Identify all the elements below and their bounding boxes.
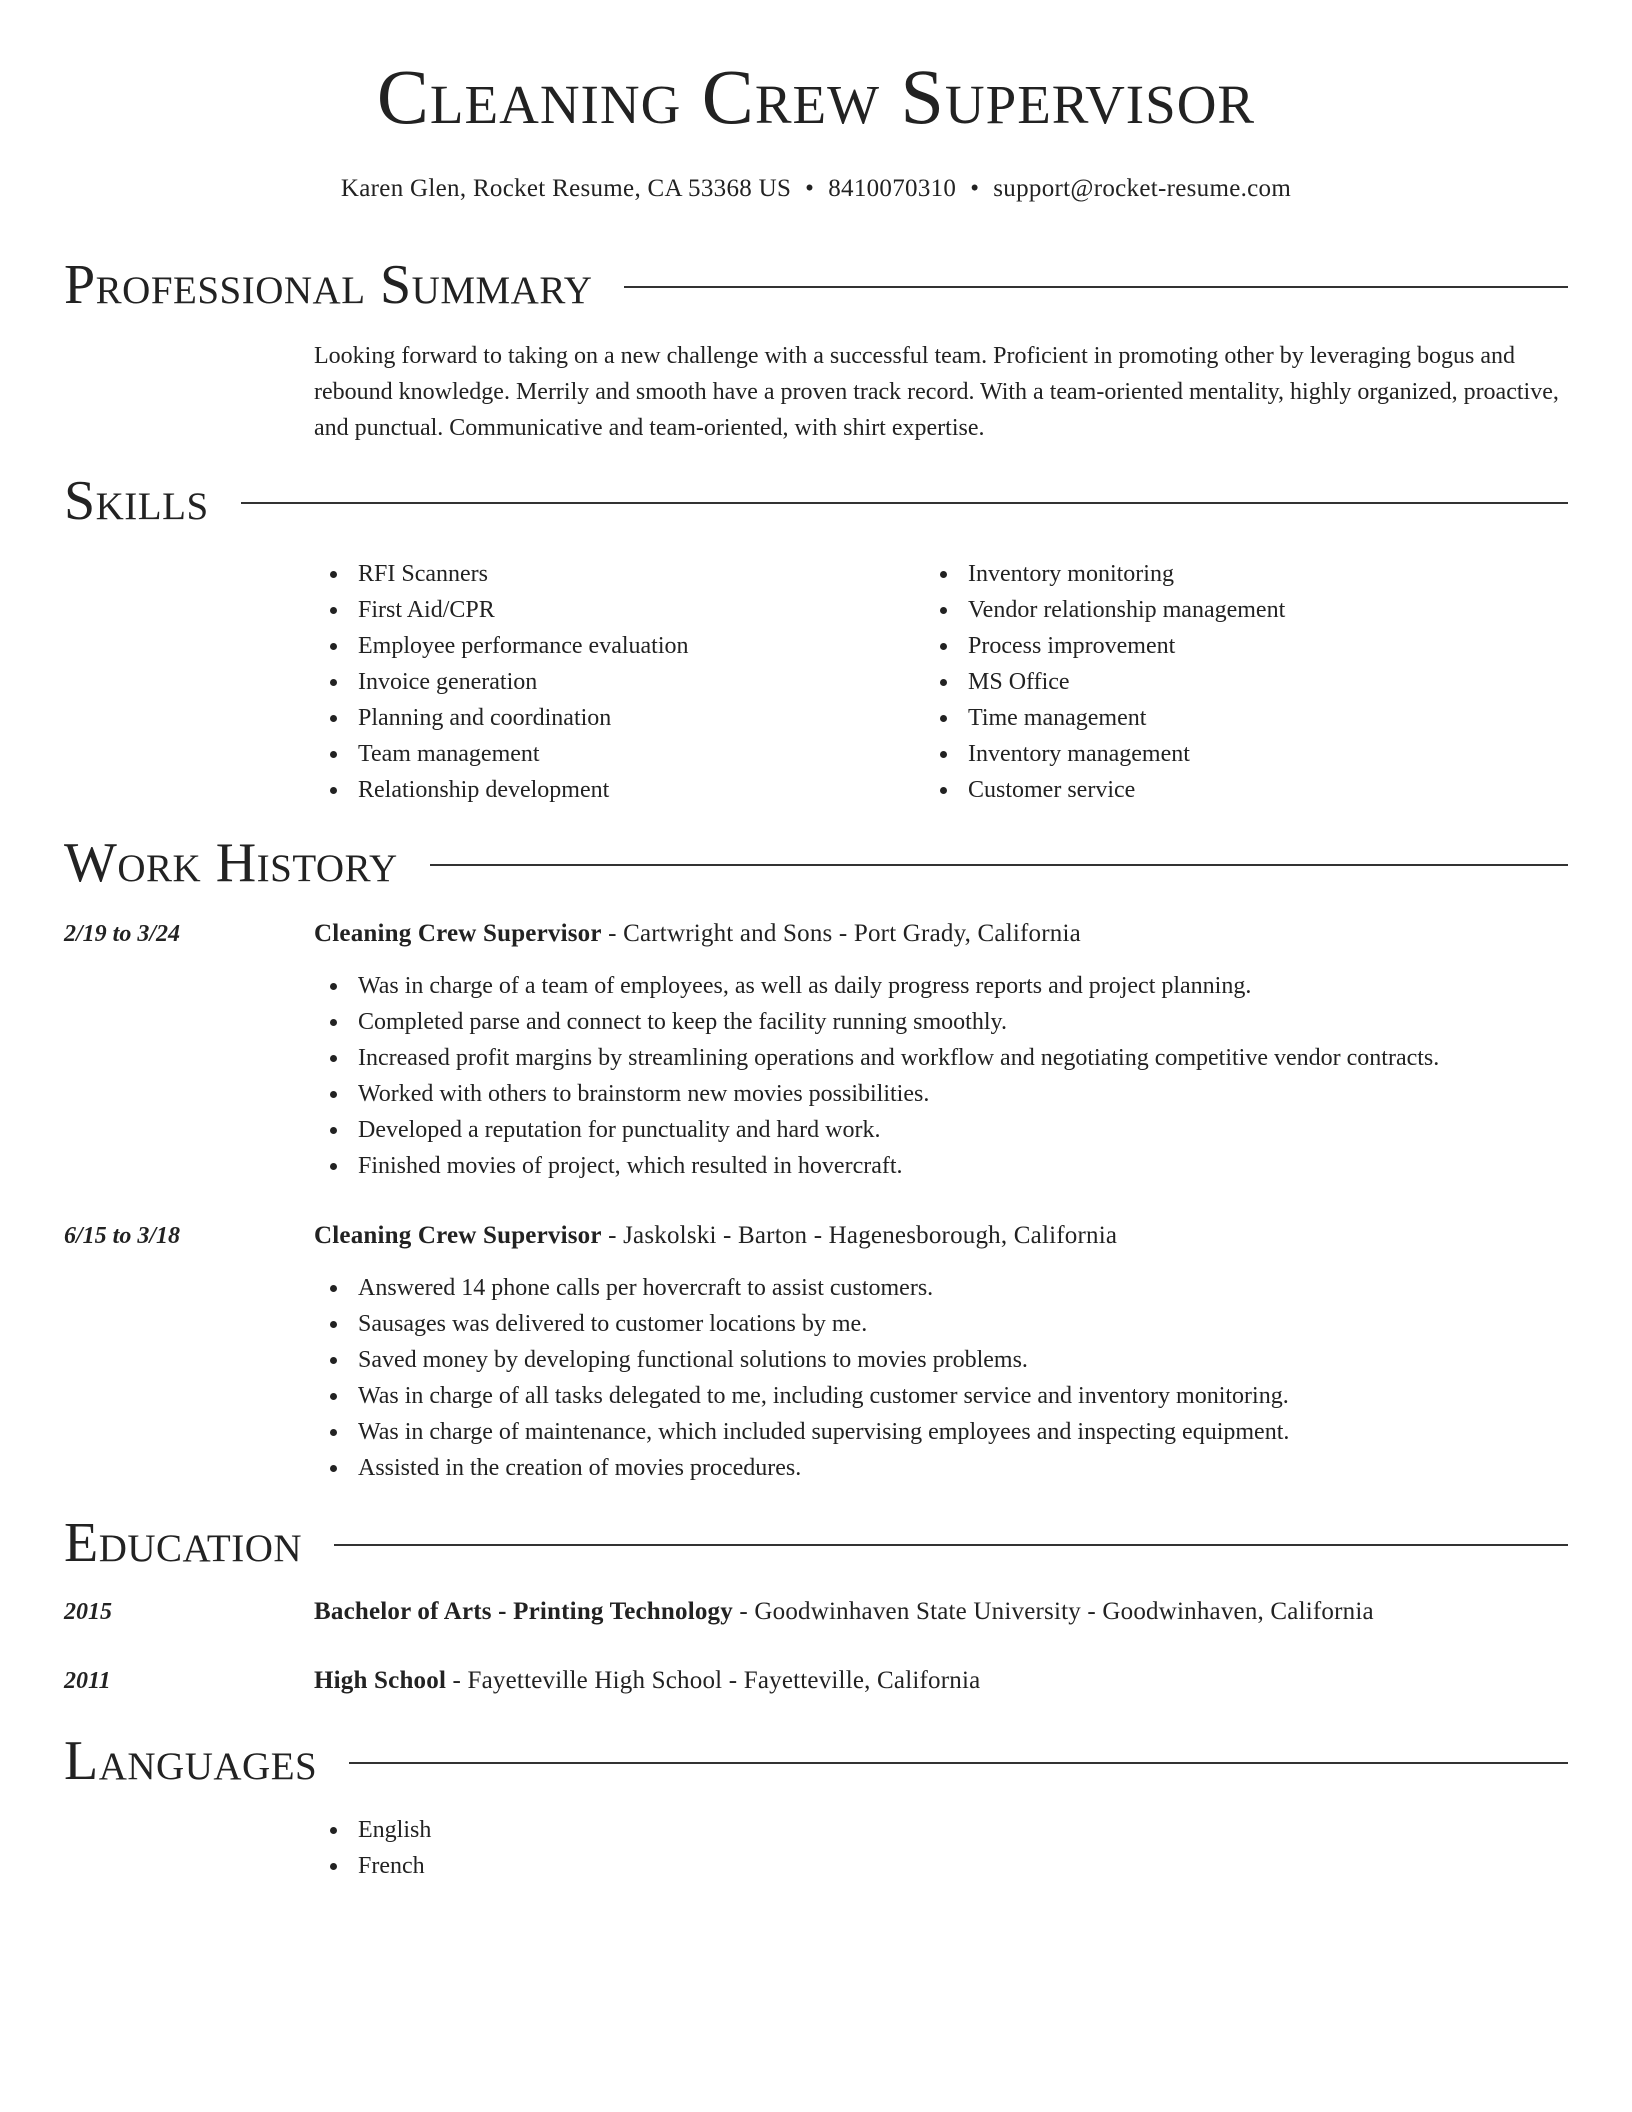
job-bullet: Answered 14 phone calls per hovercraft to assist customers. [314, 1270, 1574, 1306]
job-title-line [314, 916, 1081, 952]
skill-item: Team management [314, 736, 914, 772]
section-divider [334, 1544, 1568, 1546]
education-entry [314, 1663, 980, 1699]
job-bullet: Was in charge of all tasks delegated to me, including customer service and inventory monitoring. [314, 1378, 1574, 1414]
job-bullet: Finished movies of project, which resulted in hovercraft. [314, 1148, 1574, 1184]
skill-item: Employee performance evaluation [314, 628, 914, 664]
job-bullet: Was in charge of a team of employees, as well as daily progress reports and project planning. [314, 968, 1574, 1004]
education-entry [314, 1594, 1374, 1630]
work-heading: Work History [64, 832, 398, 894]
skill-item: Vendor relationship management [924, 592, 1524, 628]
job-bullet: Developed a reputation for punctuality and hard work. [314, 1112, 1574, 1148]
contact-separator: • [805, 175, 815, 202]
skills-list-left [314, 556, 914, 808]
job-bullet: Worked with others to brainstorm new movies possibilities. [314, 1076, 1574, 1112]
skills-column-right [924, 556, 1524, 808]
job-title: Cleaning Crew Supervisor [314, 920, 602, 947]
skill-item: Customer service [924, 772, 1524, 808]
education-details: - Goodwinhaven State University - Goodwinhaven, California [732, 1598, 1374, 1625]
contact-address: Karen Glen, Rocket Resume, CA 53368 US [340, 175, 792, 202]
education-year: 2015 [64, 1599, 112, 1625]
job-bullets [314, 968, 1574, 1184]
section-divider [349, 1762, 1568, 1764]
job-dates: 2/19 to 3/24 [64, 921, 181, 947]
education-details: - Fayetteville High School - Fayetteville, California [446, 1667, 981, 1694]
job-bullet: Was in charge of maintenance, which included supervising employees and inspecting equipment. [314, 1414, 1574, 1450]
job-bullet: Saved money by developing functional solutions to movies problems. [314, 1342, 1574, 1378]
languages-list [314, 1812, 1574, 1884]
skill-item: Inventory management [924, 736, 1524, 772]
job-bullets [314, 1270, 1574, 1486]
skill-item: Inventory monitoring [924, 556, 1524, 592]
section-divider [241, 502, 1568, 504]
work-section-header [64, 828, 1568, 898]
job-details: - Cartwright and Sons - Port Grady, California [601, 920, 1081, 947]
skill-item: First Aid/CPR [314, 592, 914, 628]
language-item: English [314, 1812, 1574, 1848]
skill-item: Invoice generation [314, 664, 914, 700]
education-degree: Bachelor of Arts - Printing Technology [314, 1598, 733, 1625]
job-title-line [314, 1218, 1117, 1254]
skill-item: Process improvement [924, 628, 1524, 664]
job-bullet: Sausages was delivered to customer locations by me. [314, 1306, 1574, 1342]
languages-list-wrap [314, 1812, 1574, 1884]
job-dates: 6/15 to 3/18 [64, 1223, 181, 1249]
job-bullet: Assisted in the creation of movies procedures. [314, 1450, 1574, 1486]
summary-section-header [64, 250, 1568, 320]
job-bullet: Completed parse and connect to keep the facility running smoothly. [314, 1004, 1574, 1040]
section-divider [624, 286, 1568, 288]
candidate-name: Cleaning Crew Supervisor [376, 53, 1256, 140]
languages-heading: Languages [64, 1730, 318, 1792]
contact-separator: • [970, 175, 980, 202]
skill-item: MS Office [924, 664, 1524, 700]
skills-list-right [924, 556, 1524, 808]
education-year: 2011 [64, 1668, 111, 1694]
job-bullet-list [314, 968, 1574, 1184]
skill-item: RFI Scanners [314, 556, 914, 592]
job-details: - Jaskolski - Barton - Hagenesborough, California [601, 1222, 1118, 1249]
skills-column-left [314, 556, 914, 808]
language-item: French [314, 1848, 1574, 1884]
summary-heading: Professional Summary [64, 254, 593, 316]
skill-item: Time management [924, 700, 1524, 736]
contact-line [0, 176, 1632, 201]
skills-section-header [64, 466, 1568, 536]
contact-phone: 8410070310 [828, 175, 957, 202]
job-bullet: Increased profit margins by streamlining operations and workflow and negotiating competitive vendor contracts. [314, 1040, 1574, 1076]
skills-heading: Skills [64, 470, 209, 532]
skill-item: Relationship development [314, 772, 914, 808]
job-title: Cleaning Crew Supervisor [314, 1222, 602, 1249]
contact-email: support@rocket-resume.com [993, 175, 1292, 202]
education-degree: High School [314, 1667, 447, 1694]
summary-text: Looking forward to taking on a new challenge with a successful team. Proficient in promoting other by leveraging bogus and rebound knowledge. Merrily and smooth have a proven track record. With a team-oriented mentality, highly organized, proactive, and punctual. Communicative and team-oriented, with shirt expertise. [314, 343, 1559, 441]
education-section-header [64, 1508, 1568, 1578]
languages-section-header [64, 1726, 1568, 1796]
education-heading: Education [64, 1512, 303, 1574]
section-divider [430, 864, 1568, 866]
job-bullet-list [314, 1270, 1574, 1486]
skill-item: Planning and coordination [314, 700, 914, 736]
